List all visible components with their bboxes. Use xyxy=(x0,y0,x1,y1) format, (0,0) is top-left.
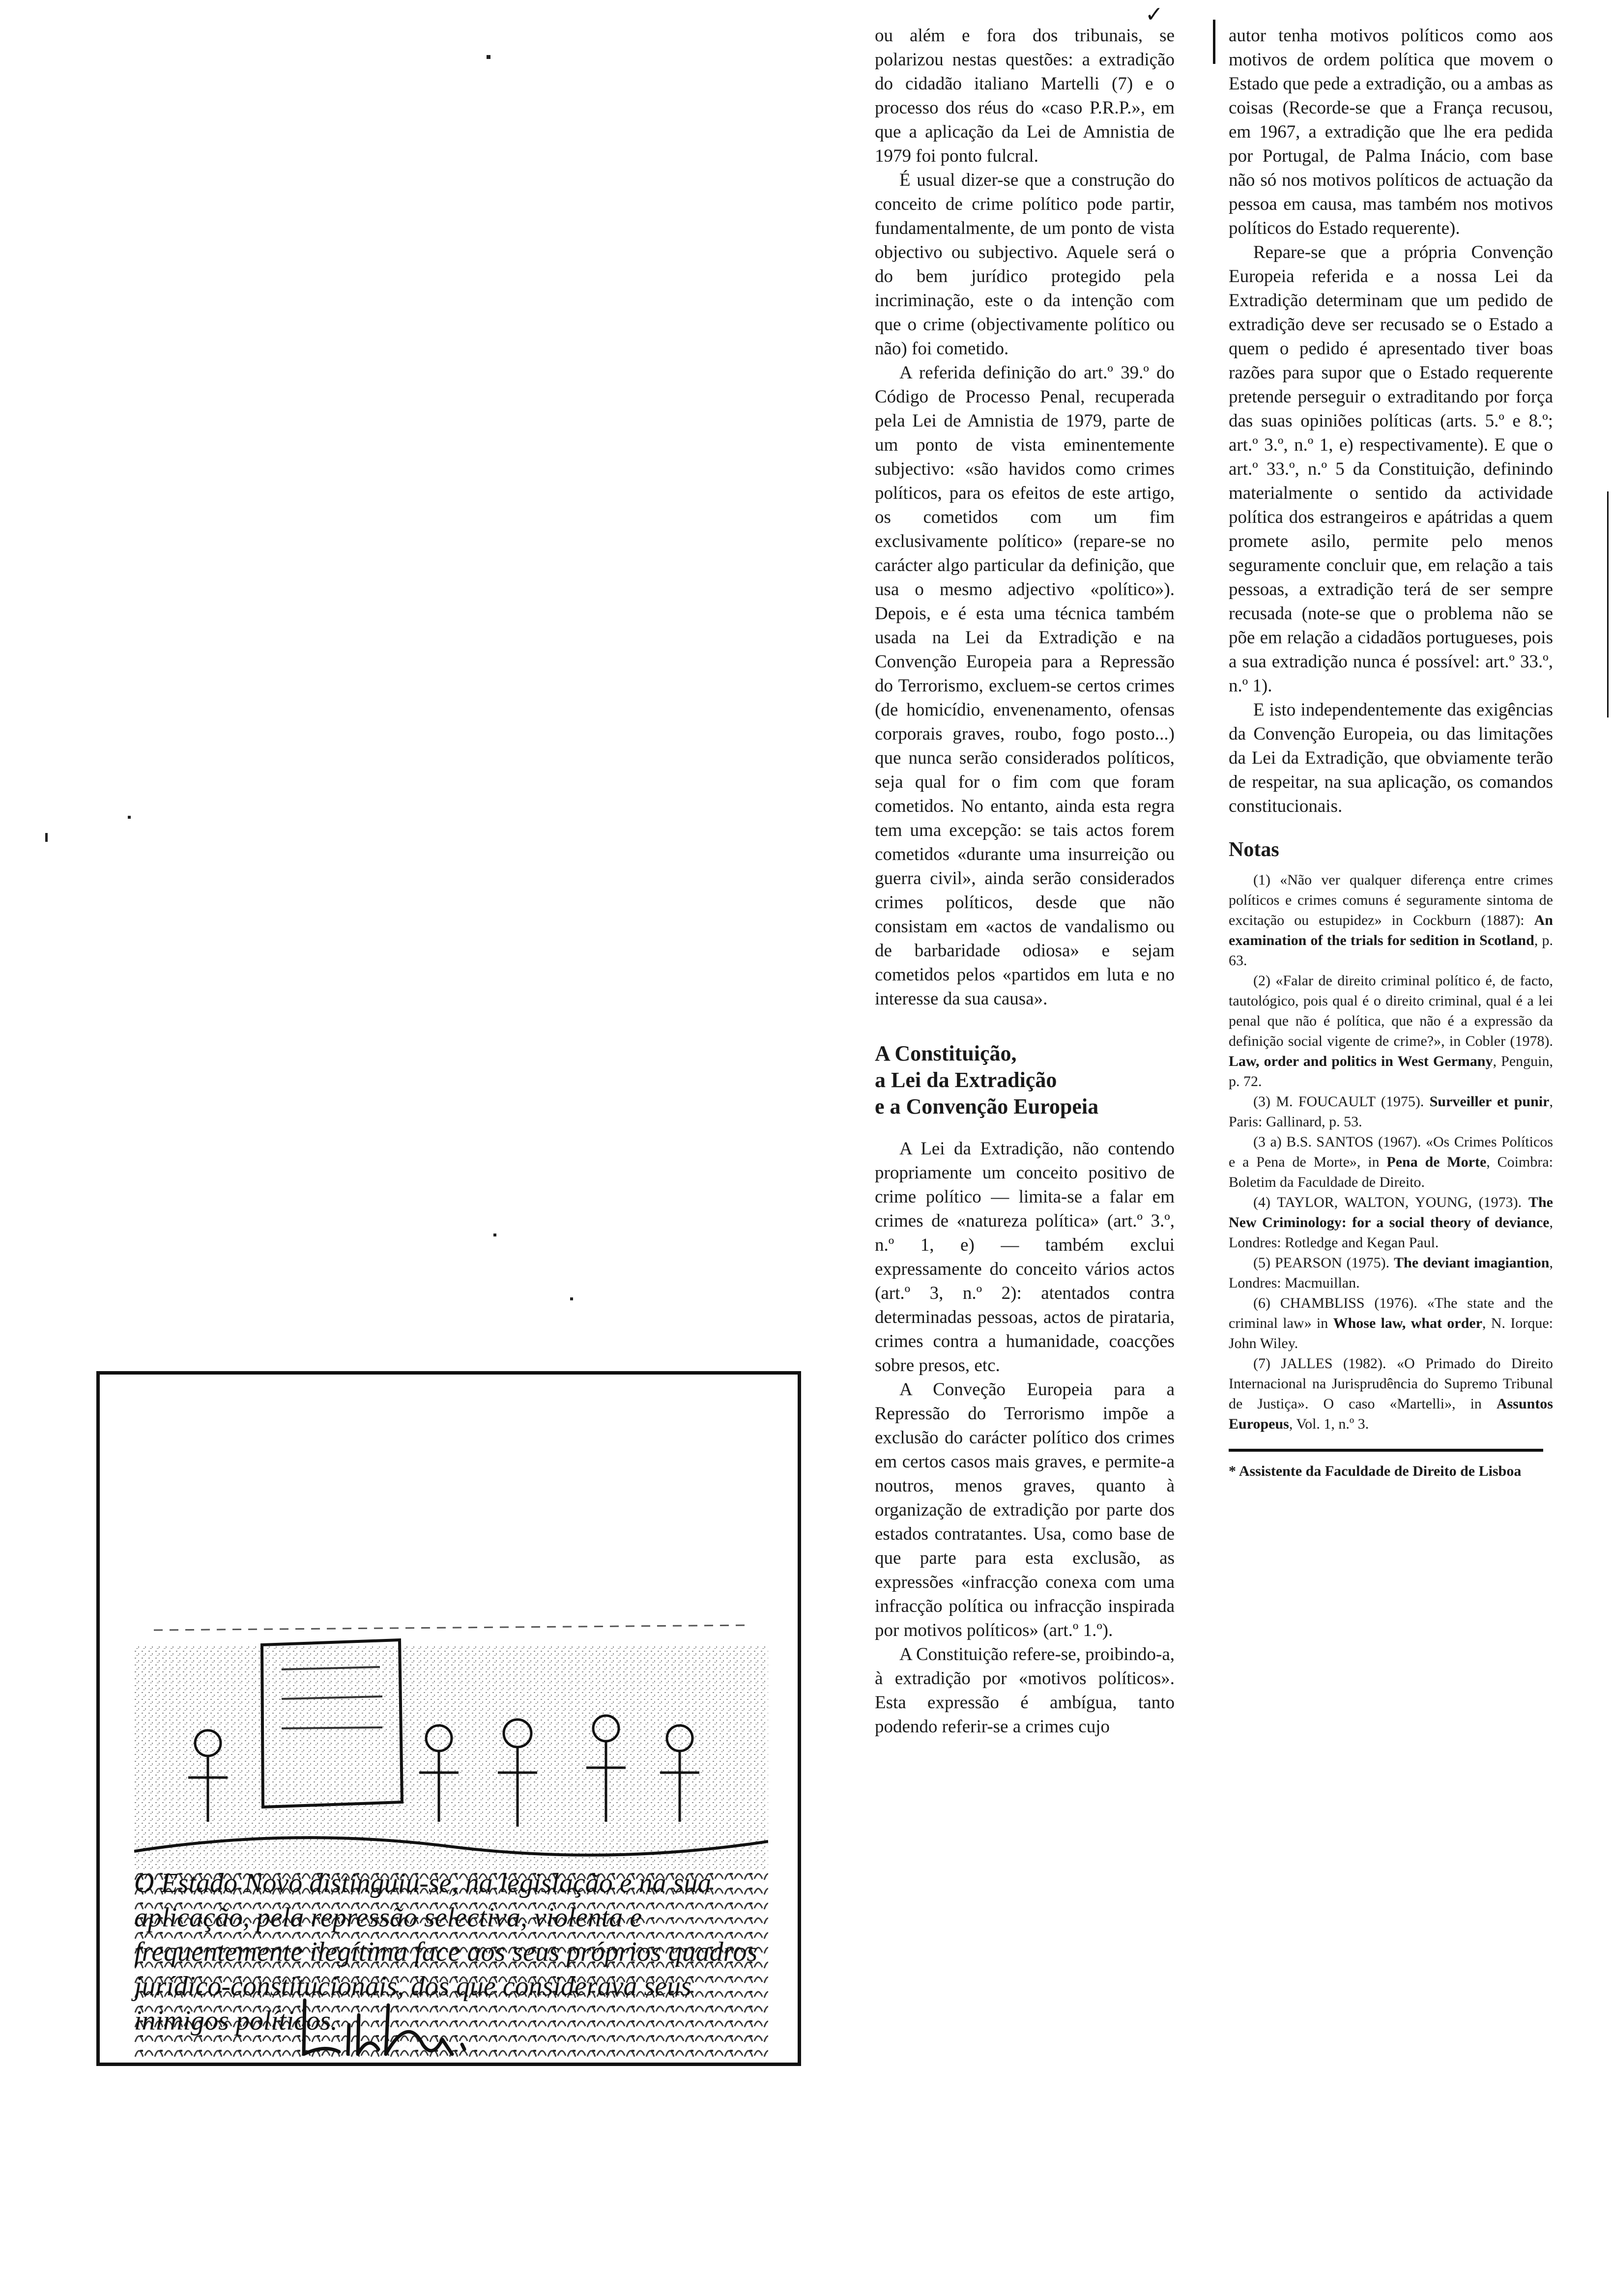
handwritten-signature xyxy=(295,1985,482,2064)
photo-caption-box xyxy=(96,1371,801,2066)
footnote-rule xyxy=(1229,1449,1543,1452)
note-item: (7) JALLES (1982). «O Primado do Direito Internacional na Jurisprudência do Supremo Tribunal de Justiça». O caso «Martelli», in Assuntos Europeus, Vol. 1, n.º 3. xyxy=(1229,1355,1553,1432)
handwritten-check-mark: ✓ xyxy=(1145,2,1163,27)
paragraph: A Lei da Extradição, não contendo propriamente um conceito positivo de crime político — limita-se a falar em crimes de «natureza política» (art.º 3.º, n.º 1, e) — também exclui expressamente do conceito vários actos (art.º 3, n.º 2): atentados contra determinadas pessoas, actos de pirataria, crimes contra a humanidade, coacções sobre presos, etc. xyxy=(875,1139,1175,1376)
scan-speck xyxy=(487,55,490,59)
paragraph: É usual dizer-se que a construção do conceito de crime político pode partir, fundamentalmente, de um ponto de vista objectivo ou subjectivo. Aquele será o do bem jurídico protegido pela incriminação, este o da intenção com que o crime (objectivamente político ou não) foi cometido. xyxy=(875,170,1175,359)
note-item: (1) «Não ver qualquer diferença entre crimes políticos e crimes comuns é seguramente sintoma de excitação ou estupidez» in Cockburn (1887): An examination of the trials for sedition in Scotland, p. 63. xyxy=(1229,872,1554,969)
note-item: (3) M. FOUCAULT (1975). Surveiller et punir, Paris: Gallinard, p. 53. xyxy=(1229,1093,1553,1130)
section-heading xyxy=(875,1040,1175,1120)
article-column-right xyxy=(1229,24,1553,1481)
scan-speck xyxy=(128,816,131,819)
scan-speck xyxy=(570,1297,573,1300)
margin-rule xyxy=(1607,491,1609,718)
paragraph: autor tenha motivos políticos como aos motivos de ordem política que movem o Estado que pede a extradição, ou a ambas as coisas (Recorde-se que a França recusou, em 1967, a extradição que lhe era pedida por Portugal, de Palma Inácio, com base não só nos motivos políticos de actuação da pessoa em causa, mas também nos motivos políticos do Estado requerente). xyxy=(1229,26,1553,238)
scan-speck xyxy=(45,833,48,842)
notes-list xyxy=(1229,870,1553,1434)
note-item: (3 a) B.S. SANTOS (1967). «Os Crimes Políticos e a Pena de Morte», in Pena de Morte, Coimbra: Boletim da Faculdade de Direito. xyxy=(1229,1134,1553,1190)
author-footnote: * Assistente da Faculdade de Direito de Lisboa xyxy=(1229,1463,1522,1479)
note-item: (6) CHAMBLISS (1976). «The state and the criminal law» in Whose law, what order, N. Iorque: John Wiley. xyxy=(1229,1295,1553,1351)
scan-speck xyxy=(493,1234,496,1236)
section-heading-line: a Lei da Extradição xyxy=(875,1068,1057,1092)
paragraph: E isto independentemente das exigências da Convenção Europeia, ou das limitações da Lei da Extradição, que obviamente terão de respeitar, na sua aplicação, os comandos constitucionais. xyxy=(1229,700,1553,816)
paragraph: A Constituição refere-se, proibindo-a, à extradição por «motivos políticos». Esta expressão é ambígua, tanto podendo referir-se a crimes cujo xyxy=(875,1644,1175,1737)
archive-photo xyxy=(134,1419,768,2254)
note-item: (5) PEARSON (1975). The deviant imagiantion, Londres: Macmuillan. xyxy=(1229,1255,1553,1291)
note-item: (2) «Falar de direito criminal político é, de facto, tautológico, pois qual é o direito criminal, qual é a lei penal que não é política, que não é a expressão da definição social vigente de crime?», in Cobler (1978). Law, order and politics in West Germany, Penguin, p. 72. xyxy=(1229,973,1553,1090)
photo-caption: O Estado Novo distinguiu-se, na legislação e na sua aplicação, pela repressão selectiva, violenta e frequentemente ilegítima face aos seus próprios quadros jurídico-constitucionais, dos que considerava seus inimigos políticos. xyxy=(134,1868,758,2036)
paragraph: Repare-se que a própria Convenção Europeia referida e a nossa Lei da Extradição determinam que um pedido de extradição deve ser recusado se o Estado a quem o pedido é apresentado tiver boas razões para supor que o Estado requerente pretende perseguir o extraditando por força das suas opiniões políticas (arts. 5.º e 8.º; art.º 3.º, n.º 1, e) respectivamente). E que o art.º 33.º, n.º 5 da Constituição, definindo materialmente o sentido da actividade política dos estrangeiros e apátridas a quem promete asilo, permite pelo menos seguramente concluir que, em relação a tais pessoas, a extradição terá de ser sempre recusada (note-se que o problema não se põe em relação a cidadãos portugueses, pois a sua extradição nunca é possível: art.º 33.º, n.º 1). xyxy=(1229,242,1553,696)
paragraph: A Conveção Europeia para a Repressão do Terrorismo impõe a exclusão do carácter político dos crimes em certos casos mais graves, e permite-a noutros, menos graves, quanto à organização de extradição por parte dos estados contratantes. Usa, como base de que parte para esta exclusão, as expressões «infracção conexa com uma infracção política ou infracção inspirada por motivos políticos» (art.º 1.º). xyxy=(875,1379,1175,1640)
notes-heading: Notas xyxy=(1229,838,1279,861)
paragraph: A referida definição do art.º 39.º do Código de Processo Penal, recuperada pela Lei de Amnistia de 1979, parte de um ponto de vista eminentemente subjectivo: «são havidos como crimes políticos, para os efeitos de este artigo, os cometidos com um fim exclusivamente político» (repare-se no carácter algo particular da definição, que usa o mesmo adjectivo «político»). Depois, e é esta uma técnica também usada na Lei da Extradição e na Convenção Europeia para a Repressão do Terrorismo, excluem-se certos crimes (de homicídio, envenenamento, ofensas corporais graves, roubo, fogo posto...) que nunca serão considerados políticos, seja qual for o fim com que foram cometidos. No entanto, ainda esta regra tem uma excepção: se tais actos forem cometidos «durante uma insurreição ou guerra civil», ainda serão considerados crimes políticos, desde que não consistam em «actos de vandalismo ou de barbaridade odiosa» e sejam cometidos pelos «partidos em luta e no interesse da sua causa». xyxy=(875,363,1175,1009)
note-item: (4) TAYLOR, WALTON, YOUNG, (1973). The New Criminology: for a social theory of deviance, Londres: Rotledge and Kegan Paul. xyxy=(1229,1194,1553,1251)
column-rule xyxy=(1213,20,1215,64)
section-heading-line: A Constituição, xyxy=(875,1041,1017,1065)
article-column-middle xyxy=(875,24,1175,1739)
paragraph: ou além e fora dos tribunais, se polarizou nestas questões: a extradição do cidadão italiano Martelli (7) e o processo dos réus do «caso P.R.P.», em que a aplicação da Lei de Amnistia de 1979 foi ponto fulcral. xyxy=(875,26,1175,166)
section-heading-line: e a Convenção Europeia xyxy=(875,1094,1099,1119)
